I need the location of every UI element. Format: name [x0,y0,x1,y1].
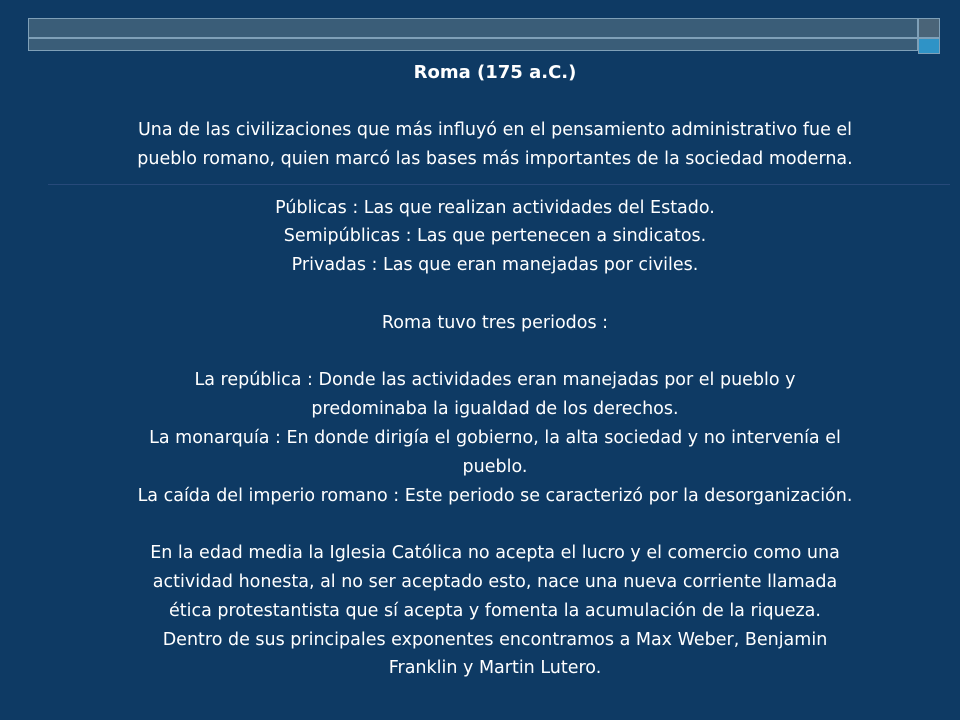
header-bar-bottom [28,38,918,51]
period-line: La república : Donde las actividades eran manejadas por el pueblo y [194,370,796,391]
period-line: predominaba la igualdad de los derechos. [311,399,679,420]
period-line: La monarquía : En donde dirigía el gobierno, la alta sociedad y no intervenía el [149,427,841,448]
intro-line: Una de las civilizaciones que más influyó en el pensamiento administrativo fue el [137,120,853,140]
closing-line: Dentro de sus principales exponentes encontramos a Max Weber, Benjamin [162,629,828,650]
closing-line: Franklin y Martin Lutero. [388,658,602,679]
header-square-gray [918,18,940,38]
header-square-accent [918,38,940,54]
closing-line: ética protestantista que sí acepta y fomenta la acumulación de la riqueza. [169,600,821,621]
period-line: pueblo. [462,456,528,477]
type-item: Privadas : Las que eran manejadas por civiles. [291,255,699,276]
type-item: Públicas : Las que realizan actividades del Estado. [275,197,715,218]
periods-heading: Roma tuvo tres periodos : [381,312,609,333]
intro-line: pueblo romano, quien marcó las bases más importantes de la sociedad moderna. [137,148,853,169]
closing-line: En la edad media la Iglesia Católica no acepta el lucro y el comercio como una [150,543,840,564]
slide-title: Roma (175 a.C.) [413,62,577,83]
type-item: Semipúblicas : Las que pertenecen a sindicatos. [283,226,707,247]
header-bar-top [28,18,918,38]
closing-line: actividad honesta, al no ser aceptado esto, nace una nueva corriente llamada [152,571,838,592]
period-line: La caída del imperio romano : Este periodo se caracterizó por la desorganización. [137,485,853,506]
slide-body [40,116,950,683]
